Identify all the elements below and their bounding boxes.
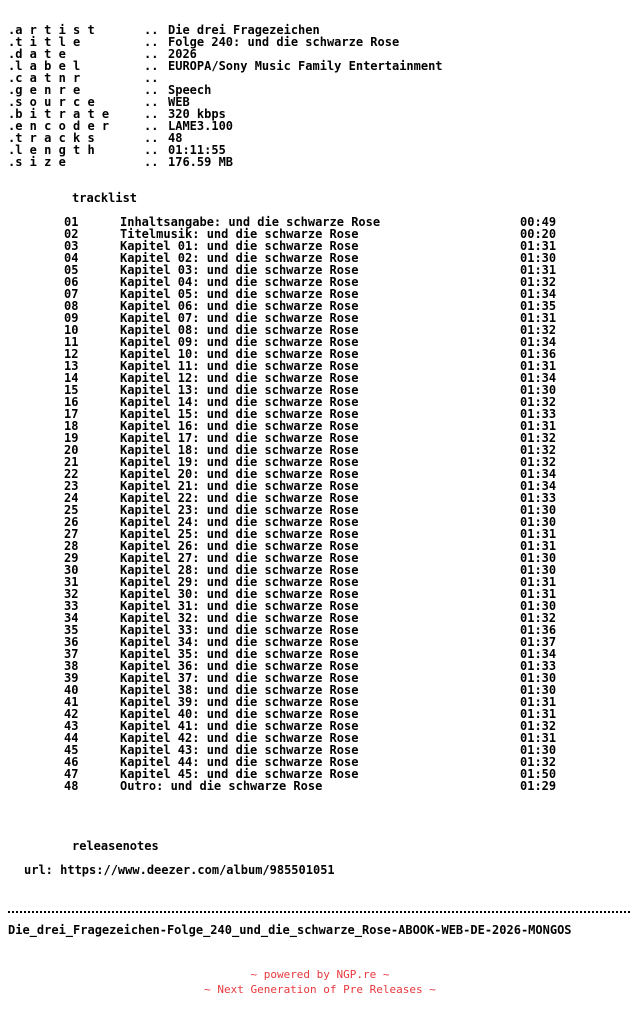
meta-value: 2026 — [168, 47, 197, 61]
track-title: Kapitel 27: und die schwarze Rose — [120, 551, 359, 565]
meta-key: .l a b e l — [8, 59, 81, 73]
meta-separator: .. — [144, 71, 159, 85]
meta-value: LAME3.100 — [168, 119, 234, 133]
track-title: Kapitel 19: und die schwarze Rose — [120, 455, 359, 469]
track-title: Kapitel 35: und die schwarze Rose — [120, 647, 359, 661]
track-title: Kapitel 44: und die schwarze Rose — [120, 755, 359, 769]
track-title: Kapitel 06: und die schwarze Rose — [120, 299, 359, 313]
track-length: 01:30 — [520, 743, 557, 757]
track-number: 44 — [64, 731, 79, 745]
track-title: Kapitel 15: und die schwarze Rose — [120, 407, 359, 421]
track-number: 24 — [64, 491, 79, 505]
track-title: Kapitel 05: und die schwarze Rose — [120, 287, 359, 301]
tracklist — [64, 216, 584, 792]
meta-value: 320 kbps — [168, 107, 226, 121]
track-length: 01:30 — [520, 563, 557, 577]
meta-value: 48 — [168, 131, 183, 145]
meta-value: Speech — [168, 83, 212, 97]
track-number: 12 — [64, 347, 79, 361]
track-number: 21 — [64, 455, 79, 469]
track-title: Kapitel 34: und die schwarze Rose — [120, 635, 359, 649]
track-length: 00:49 — [520, 215, 557, 229]
track-title: Kapitel 18: und die schwarze Rose — [120, 443, 359, 457]
track-title: Kapitel 30: und die schwarze Rose — [120, 587, 359, 601]
track-title: Outro: und die schwarze Rose — [120, 779, 323, 793]
track-title: Kapitel 24: und die schwarze Rose — [120, 515, 359, 529]
track-title: Kapitel 04: und die schwarze Rose — [120, 275, 359, 289]
track-number: 43 — [64, 719, 79, 733]
track-length: 01:34 — [520, 467, 557, 481]
track-title: Kapitel 42: und die schwarze Rose — [120, 731, 359, 745]
track-number: 03 — [64, 239, 79, 253]
track-title: Kapitel 01: und die schwarze Rose — [120, 239, 359, 253]
track-length: 01:36 — [520, 623, 557, 637]
track-title: Kapitel 11: und die schwarze Rose — [120, 359, 359, 373]
track-length: 01:34 — [520, 371, 557, 385]
track-length: 01:34 — [520, 287, 557, 301]
track-title: Kapitel 37: und die schwarze Rose — [120, 671, 359, 685]
track-title: Kapitel 20: und die schwarze Rose — [120, 467, 359, 481]
releasenotes-heading: releasenotes — [72, 839, 159, 853]
meta-key: .b i t r a t e — [8, 107, 110, 121]
meta-value: 01:11:55 — [168, 143, 226, 157]
track-length: 01:36 — [520, 347, 557, 361]
release-url[interactable]: url: https://www.deezer.com/album/985501051 — [24, 863, 335, 877]
track-length: 01:32 — [520, 431, 557, 445]
track-length: 01:30 — [520, 551, 557, 565]
track-length: 01:32 — [520, 323, 557, 337]
meta-separator: .. — [144, 107, 159, 121]
track-length: 01:30 — [520, 683, 557, 697]
track-title: Kapitel 38: und die schwarze Rose — [120, 683, 359, 697]
track-number: 33 — [64, 599, 79, 613]
meta-separator: .. — [144, 143, 159, 157]
track-number: 36 — [64, 635, 79, 649]
meta-separator: .. — [144, 131, 159, 145]
track-length: 01:31 — [520, 695, 557, 709]
track-title: Kapitel 12: und die schwarze Rose — [120, 371, 359, 385]
track-length: 01:31 — [520, 311, 557, 325]
meta-separator: .. — [144, 23, 159, 37]
meta-value: 176.59 MB — [168, 155, 234, 169]
track-number: 01 — [64, 215, 79, 229]
track-title: Kapitel 13: und die schwarze Rose — [120, 383, 359, 397]
meta-separator: .. — [144, 35, 159, 49]
track-length: 01:33 — [520, 491, 557, 505]
meta-value: Die drei Fragezeichen — [168, 23, 320, 37]
track-number: 06 — [64, 275, 79, 289]
track-length: 01:30 — [520, 383, 557, 397]
track-title: Kapitel 39: und die schwarze Rose — [120, 695, 359, 709]
meta-separator: .. — [144, 59, 159, 73]
track-title: Kapitel 07: und die schwarze Rose — [120, 311, 359, 325]
track-length: 01:31 — [520, 359, 557, 373]
track-length: 01:33 — [520, 659, 557, 673]
track-length: 01:32 — [520, 455, 557, 469]
track-number: 32 — [64, 587, 79, 601]
track-title: Kapitel 21: und die schwarze Rose — [120, 479, 359, 493]
meta-key: .t r a c k s — [8, 131, 95, 145]
track-number: 45 — [64, 743, 79, 757]
track-length: 01:31 — [520, 539, 557, 553]
track-length: 01:32 — [520, 611, 557, 625]
track-title: Kapitel 14: und die schwarze Rose — [120, 395, 359, 409]
meta-separator: .. — [144, 47, 159, 61]
track-title: Kapitel 43: und die schwarze Rose — [120, 743, 359, 757]
track-length: 01:33 — [520, 407, 557, 421]
track-number: 02 — [64, 227, 79, 241]
track-number: 08 — [64, 299, 79, 313]
track-title: Kapitel 33: und die schwarze Rose — [120, 623, 359, 637]
track-title: Kapitel 10: und die schwarze Rose — [120, 347, 359, 361]
track-title: Kapitel 23: und die schwarze Rose — [120, 503, 359, 517]
track-title: Kapitel 26: und die schwarze Rose — [120, 539, 359, 553]
powered-by-text: ~ powered by NGP.re ~ — [250, 968, 390, 981]
track-length: 01:31 — [520, 419, 557, 433]
meta-key: .e n c o d e r — [8, 119, 110, 133]
meta-key: .s i z e — [8, 155, 66, 169]
track-number: 48 — [64, 779, 79, 793]
track-length: 01:32 — [520, 275, 557, 289]
track-number: 25 — [64, 503, 79, 517]
meta-key: .s o u r c e — [8, 95, 95, 109]
track-title: Kapitel 29: und die schwarze Rose — [120, 575, 359, 589]
track-length: 01:32 — [520, 443, 557, 457]
meta-separator: .. — [144, 83, 159, 97]
meta-key: .t i t l e — [8, 35, 81, 49]
track-title: Kapitel 31: und die schwarze Rose — [120, 599, 359, 613]
track-title: Kapitel 17: und die schwarze Rose — [120, 431, 359, 445]
track-title: Kapitel 16: und die schwarze Rose — [120, 419, 359, 433]
track-title: Kapitel 03: und die schwarze Rose — [120, 263, 359, 277]
track-number: 20 — [64, 443, 79, 457]
track-length: 01:30 — [520, 599, 557, 613]
track-length: 01:31 — [520, 731, 557, 745]
track-title: Kapitel 02: und die schwarze Rose — [120, 251, 359, 265]
track-title: Kapitel 32: und die schwarze Rose — [120, 611, 359, 625]
meta-separator: .. — [144, 155, 159, 169]
track-title: Kapitel 36: und die schwarze Rose — [120, 659, 359, 673]
track-title: Kapitel 45: und die schwarze Rose — [120, 767, 359, 781]
track-length: 01:34 — [520, 479, 557, 493]
track-number: 19 — [64, 431, 79, 445]
track-length: 01:30 — [520, 503, 557, 517]
meta-key: .l e n g t h — [8, 143, 95, 157]
track-number: 14 — [64, 371, 79, 385]
tracklist-heading: tracklist — [72, 191, 138, 205]
track-title: Kapitel 28: und die schwarze Rose — [120, 563, 359, 577]
track-length: 01:50 — [520, 767, 557, 781]
track-length: 01:34 — [520, 647, 557, 661]
track-title: Kapitel 22: und die schwarze Rose — [120, 491, 359, 505]
track-title: Kapitel 41: und die schwarze Rose — [120, 719, 359, 733]
track-title: Kapitel 25: und die schwarze Rose — [120, 527, 359, 541]
track-number: 05 — [64, 263, 79, 277]
track-number: 31 — [64, 575, 79, 589]
track-length: 01:32 — [520, 395, 557, 409]
meta-separator: .. — [144, 95, 159, 109]
track-row — [64, 780, 584, 792]
track-length: 01:31 — [520, 575, 557, 589]
track-length: 01:32 — [520, 755, 557, 769]
track-length: 01:35 — [520, 299, 557, 313]
meta-value: WEB — [168, 95, 190, 109]
track-number: 16 — [64, 395, 79, 409]
meta-value: Folge 240: und die schwarze Rose — [168, 35, 400, 49]
track-number: 18 — [64, 419, 79, 433]
track-length: 00:20 — [520, 227, 557, 241]
track-length: 01:31 — [520, 527, 557, 541]
track-number: 29 — [64, 551, 79, 565]
track-title: Kapitel 08: und die schwarze Rose — [120, 323, 359, 337]
track-number: 23 — [64, 479, 79, 493]
track-number: 07 — [64, 287, 79, 301]
track-length: 01:29 — [520, 779, 557, 793]
track-length: 01:31 — [520, 263, 557, 277]
track-length: 01:31 — [520, 587, 557, 601]
meta-separator: .. — [144, 119, 159, 133]
track-length: 01:30 — [520, 251, 557, 265]
track-number: 39 — [64, 671, 79, 685]
track-number: 10 — [64, 323, 79, 337]
track-title: Kapitel 40: und die schwarze Rose — [120, 707, 359, 721]
track-length: 01:30 — [520, 671, 557, 685]
track-number: 04 — [64, 251, 79, 265]
meta-key: .a r t i s t — [8, 23, 95, 37]
track-number: 17 — [64, 407, 79, 421]
track-number: 38 — [64, 659, 79, 673]
track-number: 41 — [64, 695, 79, 709]
track-number: 09 — [64, 311, 79, 325]
track-title: Titelmusik: und die schwarze Rose — [120, 227, 359, 241]
meta-key: .g e n r e — [8, 83, 81, 97]
release-name: Die_drei_Fragezeichen-Folge_240_und_die_schwarze_Rose-ABOOK-WEB-DE-2026-MONGOS — [8, 923, 572, 937]
track-number: 11 — [64, 335, 79, 349]
track-number: 47 — [64, 767, 79, 781]
meta-value: EUROPA/Sony Music Family Entertainment — [168, 59, 443, 73]
track-number: 26 — [64, 515, 79, 529]
tagline-text: ~ Next Generation of Pre Releases ~ — [204, 983, 436, 996]
track-number: 40 — [64, 683, 79, 697]
track-number: 37 — [64, 647, 79, 661]
track-length: 01:32 — [520, 719, 557, 733]
track-length: 01:31 — [520, 707, 557, 721]
track-number: 28 — [64, 539, 79, 553]
track-title: Inhaltsangabe: und die schwarze Rose — [120, 215, 381, 229]
track-number: 35 — [64, 623, 79, 637]
track-length: 01:37 — [520, 635, 557, 649]
track-number: 42 — [64, 707, 79, 721]
track-number: 46 — [64, 755, 79, 769]
track-number: 30 — [64, 563, 79, 577]
track-number: 13 — [64, 359, 79, 373]
track-number: 34 — [64, 611, 79, 625]
meta-key: .c a t n r — [8, 71, 81, 85]
track-number: 15 — [64, 383, 79, 397]
track-length: 01:31 — [520, 239, 557, 253]
track-length: 01:30 — [520, 515, 557, 529]
dotted-divider — [8, 911, 630, 913]
track-number: 27 — [64, 527, 79, 541]
track-number: 22 — [64, 467, 79, 481]
meta-key: .d a t e — [8, 47, 66, 61]
track-length: 01:34 — [520, 335, 557, 349]
track-title: Kapitel 09: und die schwarze Rose — [120, 335, 359, 349]
